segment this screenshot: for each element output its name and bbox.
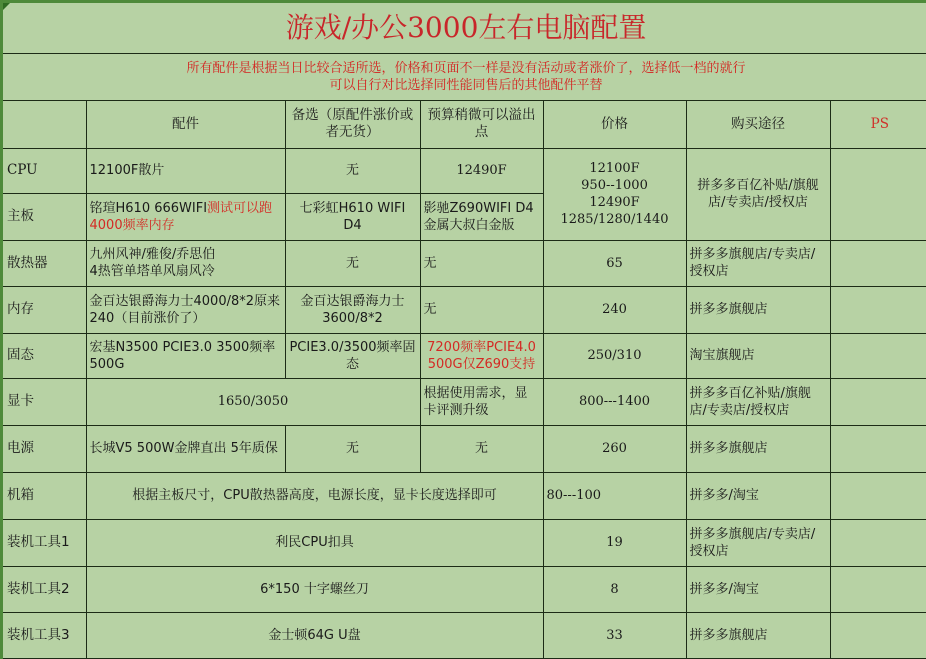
alternative-cooler[interactable]: 无 [285,240,420,286]
table-row-memory [3,286,926,333]
channel-psu[interactable]: 拼多多旗舰店 [686,425,830,472]
header-channel[interactable]: 购买途径 [686,100,830,148]
channel-gpu[interactable]: 拼多多百亿补贴/旗舰店/专卖店/授权店 [686,378,830,425]
ps-case[interactable] [830,472,926,519]
price-case[interactable]: 80---100 [543,472,686,519]
ps-cpu-motherboard[interactable] [830,148,926,240]
upgrade-memory[interactable]: 无 [420,286,543,333]
alternative-cpu[interactable]: 无 [285,148,420,193]
title-row [3,3,926,53]
channel-ssd[interactable]: 淘宝旗舰店 [686,333,830,378]
ps-tool1[interactable] [830,519,926,566]
part-motherboard-note: 测试可以跑4000频率内存 [89,200,273,233]
category-gpu[interactable]: 显卡 [3,378,86,425]
price-gpu[interactable]: 800---1400 [543,378,686,425]
header-ps[interactable]: PS [830,100,926,148]
upgrade-ssd[interactable]: 7200频率PCIE4.0 500G仅Z690支持 [420,333,543,378]
notice-cell[interactable] [3,53,926,100]
ps-tool3[interactable] [830,612,926,658]
category-tool3[interactable]: 装机工具3 [3,612,86,658]
alternative-motherboard[interactable]: 七彩虹H610 WIFI D4 [285,193,420,240]
price-ssd[interactable]: 250/310 [543,333,686,378]
alternative-psu[interactable]: 无 [285,425,420,472]
part-tool1[interactable]: 利民CPU扣具 [86,519,543,566]
part-cpu[interactable]: 12100F散片 [86,148,285,193]
page-title[interactable]: 游戏/办公3000左右电脑配置 [3,3,926,53]
table-row-gpu [3,378,926,425]
channel-memory[interactable]: 拼多多旗舰店 [686,286,830,333]
category-memory[interactable]: 内存 [3,286,86,333]
part-memory[interactable]: 金百达银爵海力士4000/8*2原来240（目前涨价了） [86,286,285,333]
category-case[interactable]: 机箱 [3,472,86,519]
notice-line-1: 所有配件是根据当日比较合适所选，价格和页面不一样是没有活动或者涨价了，选择低一档的就行 [186,60,746,76]
upgrade-cooler[interactable]: 无 [420,240,543,286]
price-tool2[interactable]: 8 [543,566,686,612]
part-cooler-line-2: 4热管单塔单风扇风冷 [89,264,215,279]
category-psu[interactable]: 电源 [3,425,86,472]
ps-memory[interactable] [830,286,926,333]
notice-line-2: 可以自行对比选择同性能同售后的其他配件平替 [329,77,603,93]
part-cooler-line-1: 九州风神/雅俊/乔思伯 [89,247,216,262]
table-row-cpu [3,148,926,193]
channel-cpu-motherboard[interactable]: 拼多多百亿补贴/旗舰店/专卖店/授权店 [686,148,830,240]
table-row-psu [3,425,926,472]
pc-config-table [3,3,926,659]
header-part[interactable]: 配件 [86,100,285,148]
category-tool2[interactable]: 装机工具2 [3,566,86,612]
category-motherboard[interactable]: 主板 [3,193,86,240]
channel-tool3[interactable]: 拼多多旗舰店 [686,612,830,658]
part-motherboard-name: 铭瑄H610 666WIFI [89,200,208,216]
price-line-1: 12100F [589,161,640,176]
header-alternative[interactable]: 备选（原配件涨价或者无货） [285,100,420,148]
part-psu[interactable]: 长城V5 500W金牌直出 5年质保 [86,425,285,472]
table-row-tool2 [3,566,926,612]
price-psu[interactable]: 260 [543,425,686,472]
price-memory[interactable]: 240 [543,286,686,333]
part-cooler[interactable] [86,240,285,286]
table-row-case [3,472,926,519]
table-row-tool3 [3,612,926,658]
price-line-4: 1285/1280/1440 [560,212,669,227]
ps-gpu[interactable] [830,378,926,425]
part-motherboard[interactable] [86,193,285,240]
alternative-ssd[interactable]: PCIE3.0/3500频率固态 [285,333,420,378]
part-gpu[interactable]: 1650/3050 [86,378,420,425]
header-category[interactable] [3,100,86,148]
channel-tool1[interactable]: 拼多多旗舰店/专卖店/授权店 [686,519,830,566]
part-tool2[interactable]: 6*150 十字螺丝刀 [86,566,543,612]
category-cpu[interactable]: CPU [3,148,86,193]
part-ssd[interactable]: 宏基N3500 PCIE3.0 3500频率500G [86,333,285,378]
upgrade-motherboard[interactable]: 影驰Z690WIFI D4金属大叔白金版 [420,193,543,240]
table-row-cooler [3,240,926,286]
table-row-ssd [3,333,926,378]
ps-cooler[interactable] [830,240,926,286]
price-cpu-motherboard[interactable] [543,148,686,240]
ps-ssd[interactable] [830,333,926,378]
header-price[interactable]: 价格 [543,100,686,148]
upgrade-cpu[interactable]: 12490F [420,148,543,193]
price-tool1[interactable]: 19 [543,519,686,566]
header-row [3,100,926,148]
part-tool3[interactable]: 金士顿64G U盘 [86,612,543,658]
header-upgrade[interactable]: 预算稍微可以溢出点 [420,100,543,148]
alternative-memory[interactable]: 金百达银爵海力士3600/8*2 [285,286,420,333]
channel-tool2[interactable]: 拼多多/淘宝 [686,566,830,612]
price-cooler[interactable]: 65 [543,240,686,286]
price-line-3: 12490F [589,195,640,210]
category-ssd[interactable]: 固态 [3,333,86,378]
upgrade-gpu[interactable]: 根据使用需求，显卡评测升级 [420,378,543,425]
channel-case[interactable]: 拼多多/淘宝 [686,472,830,519]
price-tool3[interactable]: 33 [543,612,686,658]
price-line-2: 950--1000 [581,178,648,193]
channel-cooler[interactable]: 拼多多旗舰店/专卖店/授权店 [686,240,830,286]
upgrade-psu[interactable]: 无 [420,425,543,472]
notice-row [3,53,926,100]
ps-psu[interactable] [830,425,926,472]
part-case[interactable]: 根据主板尺寸，CPU散热器高度，电源长度，显卡长度选择即可 [86,472,543,519]
category-cooler[interactable]: 散热器 [3,240,86,286]
table-row-tool1 [3,519,926,566]
ps-tool2[interactable] [830,566,926,612]
category-tool1[interactable]: 装机工具1 [3,519,86,566]
